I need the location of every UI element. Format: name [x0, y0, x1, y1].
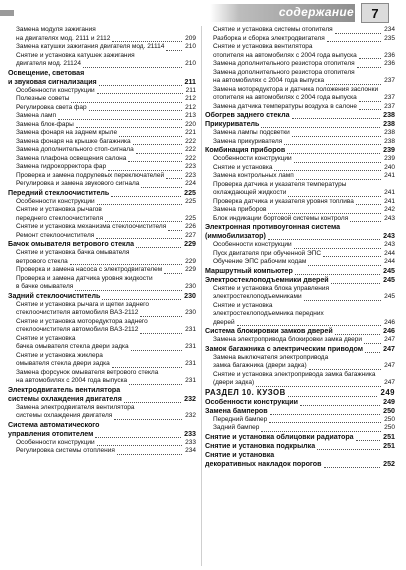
toc-entry-page: 212 — [185, 95, 196, 102]
toc-entry-page: 225 — [184, 188, 196, 197]
toc-entry-title: Регулировка системы отопления — [16, 447, 115, 454]
toc-entry-title: Снятие и установка системы отопителя — [213, 26, 333, 33]
toc-entry-title: Система автоматического управления отопителем — [8, 420, 100, 438]
toc-entry-page: 222 — [185, 146, 196, 153]
dot-leader — [326, 76, 381, 85]
toc-entry-page: 238 — [383, 111, 395, 119]
dot-leader — [256, 378, 381, 387]
dot-leader — [124, 394, 181, 403]
toc-entry — [205, 215, 395, 224]
toc-entry-page: 252 — [383, 459, 395, 468]
toc-entry-title: Передний бампер — [213, 415, 268, 423]
toc-entry-title: Замена ламп — [16, 112, 57, 119]
toc-entry-page: 225 — [185, 197, 196, 205]
toc-entry-page: 239 — [383, 146, 395, 154]
toc-entry-title: Замена дополнительного резистора отопителя на автомобилях с 2004 года выпуска — [213, 68, 355, 84]
toc-entry-title: Особенности конструкции — [16, 197, 95, 205]
toc-entry-page: 243 — [383, 232, 395, 240]
dot-leader — [261, 423, 381, 432]
toc-entry — [205, 172, 395, 181]
toc-entry-title: Замена дополнительного стоп-сигнала — [16, 146, 134, 153]
toc-entry-title: Замок багажника с электрическим приводом — [205, 344, 364, 353]
dot-leader — [112, 359, 182, 368]
toc-chapter-heading — [205, 276, 395, 285]
toc-entry-page: 247 — [384, 336, 395, 343]
toc-chapter-heading — [8, 386, 196, 404]
dot-leader — [359, 101, 381, 110]
toc-entry — [205, 181, 395, 198]
toc-entry-title: Регулировка света фар — [16, 103, 87, 111]
dot-leader — [102, 291, 181, 300]
page-number: 7 — [371, 6, 379, 21]
toc-entry-title: Электронная противоугонная система (иммобилизатор) — [205, 223, 341, 240]
toc-entry-page: 245 — [383, 266, 395, 275]
toc-entry — [205, 35, 395, 44]
toc-chapter-heading — [205, 223, 395, 241]
dot-leader — [97, 196, 182, 205]
toc-entry-page: 232 — [184, 394, 196, 403]
toc-entry-title: Разборка и сборка электродвигателя — [213, 34, 325, 42]
toc-entry-page: 211 — [184, 77, 196, 86]
toc-entry-page: 231 — [185, 377, 196, 384]
toc-entry-page: 234 — [185, 447, 196, 454]
page-number-box — [361, 3, 389, 23]
toc-entry-page: 222 — [185, 137, 196, 145]
toc-entry-title: Снятие и установка электропривода замка багажника (двери задка) — [213, 370, 376, 386]
header-left-bar — [0, 10, 14, 16]
dot-leader — [288, 388, 378, 397]
toc-entry-title: Передний стеклоочиститель — [8, 188, 110, 197]
toc-entry-page: 243 — [384, 214, 395, 222]
toc-entry — [8, 318, 196, 335]
toc-entry-title: Электродвигатель вентилятора системы охлаждения двигателя — [8, 385, 122, 403]
toc-entry — [8, 275, 196, 292]
toc-entry-page: 231 — [185, 343, 196, 350]
toc-entry-title: Проверка и замена подрулевых переключателей — [16, 171, 165, 179]
dot-leader — [129, 376, 182, 385]
toc-entry-page: 235 — [384, 34, 395, 42]
toc-entry-page: 231 — [185, 360, 196, 367]
dot-leader — [292, 110, 381, 119]
toc-entry-page: 233 — [184, 429, 196, 438]
toc-entry-page: 237 — [384, 94, 395, 101]
toc-entry-page: 230 — [185, 309, 196, 316]
toc-entry — [8, 43, 196, 52]
toc-entry-page: 223 — [185, 163, 196, 170]
toc-entry-title: Проверка датчика и указателя уровня топлива — [213, 197, 354, 205]
toc-entry-page: 251 — [383, 441, 395, 450]
toc-entry-title: Снятие и установка облицовки радиатора — [205, 432, 354, 441]
toc-entry-page: 247 — [384, 379, 395, 386]
toc-chapter-heading — [205, 442, 395, 451]
toc-entry — [205, 354, 395, 371]
toc-entry-title: Снятие и установка рычагов переднего стеклоочистителя — [16, 206, 103, 222]
toc-entry-page: 239 — [384, 155, 395, 162]
toc-entry-title: Особенности конструкции — [213, 241, 292, 248]
dot-leader — [331, 275, 380, 284]
toc-entry-page: 229 — [185, 266, 196, 273]
toc-entry — [205, 69, 395, 86]
toc-entry-title: Электростеклоподъемники дверей — [205, 275, 329, 284]
toc-entry-page: 209 — [185, 34, 196, 42]
toc-entry-title: Особенности конструкции — [16, 86, 95, 94]
toc-entry-title: РАЗДЕЛ 10. КУЗОВ — [205, 387, 286, 397]
dot-leader — [136, 239, 181, 248]
toc-entry-page: 249 — [380, 387, 395, 397]
toc-entry — [8, 301, 196, 318]
toc-entry-title: Обогрев заднего стекла — [205, 111, 290, 119]
toc-entry-title: Снятие и установка моторедуктора заднего стеклоочистителя автомобиля ВАЗ-2112 — [16, 317, 148, 333]
toc-entry-title: Особенности конструкции — [16, 438, 95, 446]
dot-leader — [350, 213, 381, 222]
toc-entry — [8, 249, 196, 266]
toc-chapter-heading — [8, 69, 196, 87]
dot-leader — [131, 342, 183, 351]
dot-leader — [75, 282, 182, 291]
toc-entry-title: Регулировка и замена звукового сигнала — [16, 180, 140, 187]
toc-entry — [8, 335, 196, 352]
toc-entry-page: 221 — [185, 129, 196, 136]
toc-entry — [8, 447, 196, 456]
toc-entry-title: Освещение, световая и звуковая сигнализация — [8, 68, 97, 86]
toc-entry-page: 241 — [384, 197, 395, 205]
dot-leader — [364, 335, 381, 344]
toc-entry-title: Замена прикуривателя — [213, 137, 283, 145]
toc-entry-page: 245 — [383, 275, 395, 284]
toc-entry-page: 241 — [384, 189, 395, 196]
toc-entry-title: Снятие и установка вентилятора отопителя на автомобилях с 2004 года выпуска — [213, 43, 357, 59]
toc-entry-title: Замена электропривода блокировки замка двери — [213, 336, 363, 343]
dot-leader — [356, 432, 381, 441]
toc-entry — [205, 60, 395, 69]
toc-entry-title: Замена моторедуктора и датчика положения заслонки отопителя на автомобилях с 2004 года выпуска — [213, 85, 379, 101]
toc-entry-title: Проверка и замена насоса с электродвигателем — [16, 266, 163, 273]
toc-entry — [205, 371, 395, 388]
toc-entry-page: 242 — [384, 206, 395, 213]
dot-leader — [83, 59, 182, 68]
dot-leader — [300, 397, 380, 406]
toc-entry-title: Замена фонаря на заднем крыле — [16, 129, 118, 136]
toc-entry-title: Проверка датчика и указателя температуры охлаждающей жидкости — [213, 180, 347, 196]
toc-entry-page: 245 — [384, 293, 395, 300]
toc-entry-page: 238 — [384, 137, 395, 145]
toc-entry-page: 230 — [185, 283, 196, 290]
toc-entry-page: 250 — [383, 406, 395, 415]
toc-chapter-heading — [8, 292, 196, 301]
toc-entry-title: Задний стеклоочиститель — [8, 291, 101, 300]
toc-entry-title: Замена гидрокорректора фар — [16, 163, 107, 170]
toc-left-column — [8, 26, 196, 456]
toc-entry — [205, 86, 395, 103]
toc-entry-title: Замена форсунок омывателя ветрового стекла на автомобилях с 2004 года выпуска — [16, 368, 159, 384]
toc-entry-title: Проверка и замена датчика уровня жидкости в бачке омывателя — [16, 274, 153, 290]
toc-entry — [205, 302, 395, 328]
toc-entry-page: 238 — [383, 120, 395, 128]
dot-leader — [117, 446, 182, 455]
dot-leader — [317, 441, 380, 450]
toc-entry-title: Бачок омывателя ветрового стекла — [8, 240, 135, 248]
toc-entry-page: 251 — [383, 432, 395, 441]
toc-entry-title: Снятие и установка бачка омывателя ветрового стекла — [16, 249, 130, 265]
toc-entry-page: 237 — [384, 102, 395, 110]
dot-leader — [357, 59, 381, 68]
toc-entry-page: 233 — [185, 438, 196, 446]
toc-entry-title: Снятие и установка — [213, 163, 273, 171]
toc-entry-title: Замена модуля зажигания на двигателях мод. 2111 и 2112 — [16, 26, 111, 42]
dot-leader — [309, 361, 382, 370]
toc-entry-title: Снятие и установка декоративных накладок порогов — [205, 450, 322, 468]
toc-entry-page: 237 — [384, 77, 395, 84]
toc-entry-page: 240 — [384, 163, 395, 171]
toc-entry-title: Снятие и установка электростеклоподъемника передних дверей — [213, 301, 324, 326]
toc-chapter-heading — [8, 240, 196, 249]
page-header — [0, 0, 406, 22]
section-title: содержание — [278, 5, 354, 19]
toc-entry-page: 236 — [384, 60, 395, 67]
dot-leader — [304, 292, 382, 301]
toc-entry — [8, 404, 196, 421]
toc-entry — [8, 52, 196, 69]
toc-entry-page: 210 — [185, 60, 196, 67]
dot-leader — [164, 265, 182, 274]
toc-entry — [8, 266, 196, 275]
toc-entry-title: Особенности конструкции — [213, 155, 292, 162]
toc-entry-page: 230 — [184, 291, 196, 300]
column-divider — [201, 26, 202, 566]
dot-leader — [140, 325, 182, 334]
toc-entry-page: 211 — [185, 86, 196, 94]
toc-entry-title: Полезные советы — [16, 95, 70, 102]
toc-entry-title: Комбинация приборов — [205, 146, 286, 154]
toc-entry-page: 212 — [185, 103, 196, 111]
toc-entry-title: Особенности конструкции — [205, 397, 298, 406]
dot-leader — [296, 171, 381, 180]
toc-entry-title: Замена выключателя электропривода замка багажника (двери задка) — [213, 353, 329, 369]
toc-entry-title: Снятие и установка подкрылка — [205, 441, 316, 450]
toc-chapter-heading — [8, 421, 196, 439]
toc-entry-title: Замена катушки зажигания двигателя мод. 21114 — [16, 43, 165, 50]
toc-entry-title: Маршрутный компьютер — [205, 266, 293, 275]
toc-entry-page: 226 — [185, 223, 196, 230]
toc-entry-title: Снятие и установка катушек зажигания двигателя мод. 21124 — [16, 51, 135, 67]
toc-chapter-heading — [205, 345, 395, 354]
toc-entry-page: 249 — [383, 397, 395, 406]
toc-entry-page: 220 — [185, 120, 196, 128]
toc-entry-title: Замена контрольных ламп — [213, 172, 294, 179]
toc-entry-page: 229 — [185, 257, 196, 265]
toc-entry-title: Замена блок-фары — [16, 120, 74, 128]
toc-entry-title: Ремонт стеклоочистителя — [16, 231, 95, 239]
toc-entry-page: 247 — [384, 362, 395, 369]
toc-entry-page: 244 — [384, 258, 395, 265]
toc-entry-title: Снятие и установка механизма стеклоочистителя — [16, 223, 167, 230]
toc-entry-page: 222 — [185, 154, 196, 162]
toc-entry-page: 244 — [384, 249, 395, 257]
dot-leader — [141, 179, 182, 188]
dot-leader — [140, 308, 182, 317]
dot-leader — [365, 344, 380, 353]
toc-entry — [8, 206, 196, 223]
toc-entry-page: 246 — [384, 318, 395, 326]
toc-entry-title: Обучение ЭПС рабочим кодам — [213, 258, 307, 265]
toc-entry-page: 224 — [185, 180, 196, 187]
dot-leader — [96, 230, 182, 239]
dot-leader — [284, 136, 381, 145]
toc-entry-title: Замена электродвигателя вентилятора системы охлаждения двигателя — [16, 403, 135, 419]
toc-entry-page: 234 — [384, 26, 395, 33]
toc-chapter-heading — [205, 451, 395, 469]
toc-entry-title: Замена бамперов — [205, 406, 268, 415]
dot-leader — [237, 317, 381, 326]
toc-entry-title: Пуск двигателя при обученной ЭПС — [213, 249, 322, 257]
toc-entry-page: 229 — [184, 240, 196, 248]
toc-entry-page: 210 — [185, 43, 196, 50]
toc-entry-title: Замена плафона освещения салона — [16, 154, 127, 162]
toc-entry-page: 225 — [185, 214, 196, 222]
toc-entry-title: Прикуриватель — [205, 120, 260, 128]
dot-leader — [114, 411, 182, 420]
toc-entry-title: Снятие и установка блока управления электростеклоподъемниками — [213, 284, 330, 300]
toc-entry-page: 246 — [383, 327, 395, 335]
dot-leader — [166, 42, 182, 51]
toc-entry-title: Блок индикации бортовой системы контроля — [213, 214, 349, 222]
toc-entry-title: Снятие и установка рычага и щетки заднего стеклоочистителя автомобиля ВАЗ-2112 — [16, 300, 150, 316]
toc-entry-page: 236 — [384, 51, 395, 59]
dot-leader — [295, 266, 380, 275]
toc-entry-page: 250 — [384, 424, 395, 431]
toc-entry — [205, 43, 395, 60]
toc-entry-title: Замена приборов — [213, 206, 267, 213]
toc-entry-page: 232 — [185, 412, 196, 419]
toc-entry-page: 213 — [185, 112, 196, 119]
toc-entry — [8, 198, 196, 207]
toc-entry-title: Задний бампер — [213, 424, 260, 431]
toc-entry-page: 231 — [185, 326, 196, 333]
toc-entry-title: Замена лампы подсветки — [213, 129, 290, 136]
toc-entry-page: 223 — [185, 171, 196, 179]
dot-leader — [327, 33, 381, 42]
toc-entry-title: Снятие и установка бачка омывателя стекла двери задка — [16, 334, 129, 350]
toc-entry-title: Снятие и установка жиклера омывателя стекла двери задка — [16, 351, 110, 367]
toc-entry-page: 247 — [383, 344, 395, 353]
toc-entry-page: 241 — [384, 172, 395, 179]
toc-entry-page: 250 — [384, 415, 395, 423]
toc-entry-page: 243 — [384, 241, 395, 248]
toc-entry — [8, 352, 196, 369]
toc-entry-page: 227 — [185, 231, 196, 239]
toc-entry-title: Замена дополнительного резистора отопителя — [213, 60, 355, 67]
toc-entry-title: Система блокировки замков дверей — [205, 327, 333, 335]
toc-entry — [8, 369, 196, 386]
toc-right-column — [205, 26, 395, 469]
toc-entry-title: Замена датчика температуры воздуха в салоне — [213, 102, 358, 110]
toc-entry-title: Замена фонаря на крышке багажника — [16, 137, 131, 145]
toc-entry-page: 238 — [384, 129, 395, 136]
toc-entry — [8, 26, 196, 43]
dot-leader — [324, 459, 381, 468]
dot-leader — [308, 257, 381, 266]
toc-entry — [205, 285, 395, 302]
